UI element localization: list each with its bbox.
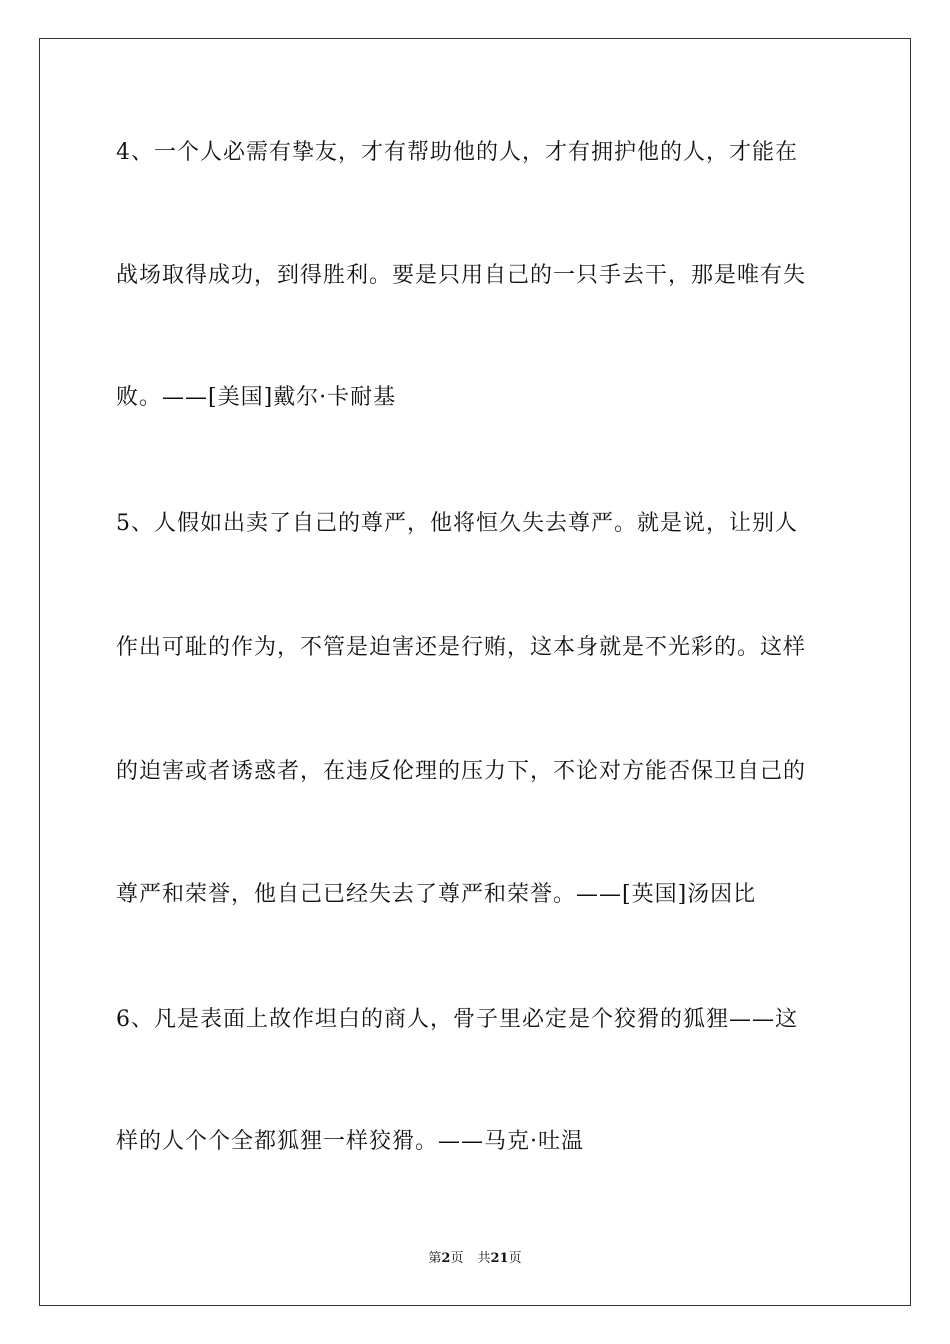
footer-total-pages: 21 [490,1251,509,1266]
page-footer [0,1247,950,1266]
page-border [39,38,911,1306]
paragraph-6-line-1: 6、凡是表面上故作坦白的商人，骨子里必定是个狡猾的狐狸——这 [116,1007,798,1032]
footer-page-number: 2 [441,1251,451,1266]
paragraph-5-line-3: 的迫害或者诱惑者，在违反伦理的压力下，不论对方能否保卫自己的 [116,759,807,784]
paragraph-5-line-4: 尊严和荣誉，他自己已经失去了尊严和荣誉。——[英国]汤因比 [116,882,757,907]
paragraph-4-line-3: 败。——[美国]戴尔·卡耐基 [116,385,397,410]
paragraph-4-line-1: 4、一个人必需有挚友，才有帮助他的人，才有拥护他的人，才能在 [116,140,798,165]
footer-total-prefix: 共 [477,1251,491,1266]
footer-total-suffix: 页 [508,1251,522,1266]
paragraph-6-line-2: 样的人个个全都狐狸一样狡猾。——马克·吐温 [116,1129,584,1154]
paragraph-4-line-2: 战场取得成功，到得胜利。要是只用自己的一只手去干，那是唯有失 [116,263,807,288]
paragraph-5-line-2: 作出可耻的作为，不管是迫害还是行贿，这本身就是不光彩的。这样 [116,635,807,660]
footer-page-suffix: 页 [450,1251,464,1266]
paragraph-5-line-1: 5、人假如出卖了自己的尊严，他将恒久失去尊严。就是说，让别人 [116,511,798,536]
footer-page-prefix: 第 [428,1251,442,1266]
